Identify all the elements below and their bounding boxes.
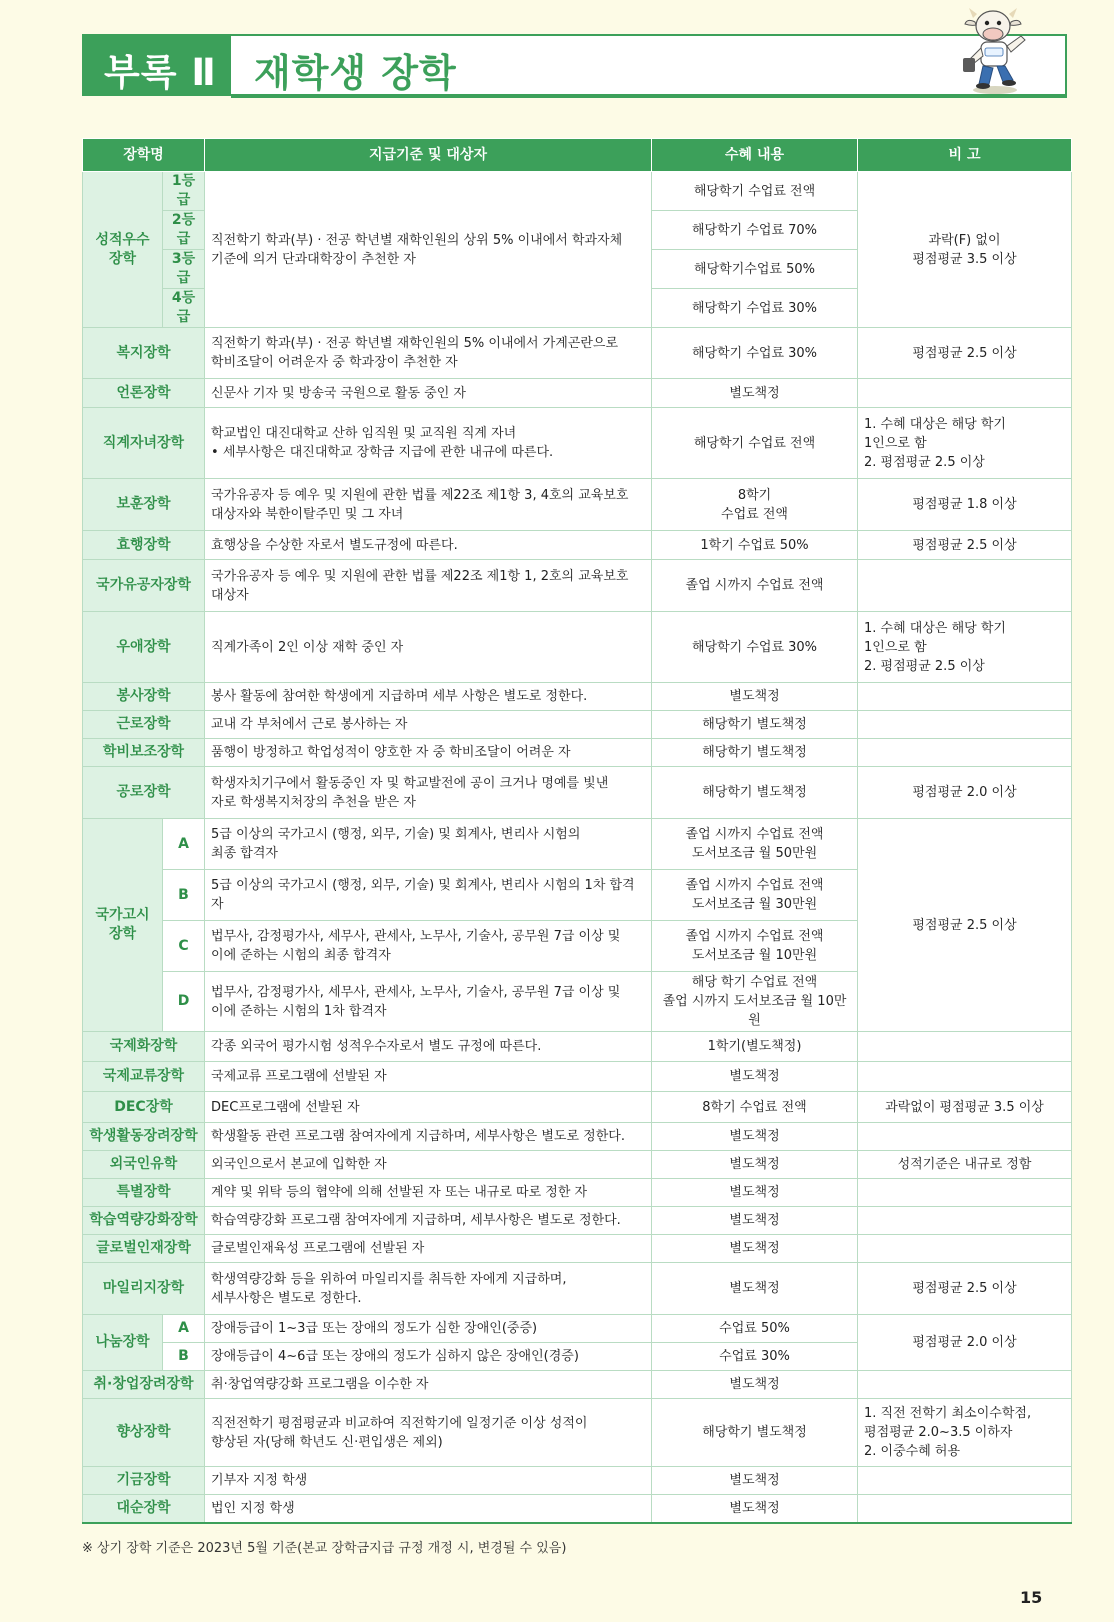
table-row [83, 1123, 1072, 1151]
note-cell [858, 1495, 1072, 1523]
benefit-cell: 해당학기 수업료 30% [652, 289, 858, 328]
benefit-cell: 별도책정 [652, 379, 858, 408]
scholarship-name: 국가고시장학 [83, 819, 163, 1032]
scholarship-name: 봉사장학 [83, 683, 205, 711]
criteria-cell: 국제교류 프로그램에 선발된 자 [205, 1062, 652, 1092]
benefit-cell: 해당학기 별도책정 [652, 739, 858, 767]
table-row [83, 560, 1072, 612]
criteria-cell: 국가유공자 등 예우 및 지원에 관한 법률 제22조 제1항 1, 2호의 교육보호 대상자 [205, 560, 652, 612]
grade-label: 4등급 [163, 289, 205, 328]
note-cell [858, 739, 1072, 767]
scholarship-name: 언론장학 [83, 379, 205, 408]
table-row [83, 767, 1072, 819]
col-header-benefit: 수혜 내용 [652, 139, 858, 172]
table-row [83, 1371, 1072, 1399]
scholarship-name: 우애장학 [83, 612, 205, 683]
scholarship-name: 효행장학 [83, 531, 205, 560]
criteria-cell: 교내 각 부처에서 근로 봉사하는 자 [205, 711, 652, 739]
table-row [83, 1235, 1072, 1263]
criteria-cell: 5급 이상의 국가고시 (행정, 외무, 기술) 및 회계사, 변리사 시험의 1차 합격자 [205, 870, 652, 921]
benefit-cell: 8학기 수업료 전액 [652, 1092, 858, 1123]
benefit-cell: 졸업 시까지 수업료 전액 도서보조금 월 30만원 [652, 870, 858, 921]
criteria-cell: 봉사 활동에 참여한 학생에게 지급하며 세부 사항은 별도로 정한다. [205, 683, 652, 711]
benefit-cell: 해당학기 별도책정 [652, 1399, 858, 1467]
scholarship-name: 국가유공자장학 [83, 560, 205, 612]
col-header-name: 장학명 [83, 139, 205, 172]
note-cell [858, 711, 1072, 739]
criteria-cell: 각종 외국어 평가시험 성적우수자로서 별도 규정에 따른다. [205, 1032, 652, 1062]
sub-category: D [163, 972, 205, 1032]
criteria-cell: DEC프로그램에 선발된 자 [205, 1092, 652, 1123]
benefit-cell: 8학기 수업료 전액 [652, 479, 858, 531]
note-cell [858, 560, 1072, 612]
title-box [229, 34, 1067, 96]
note-cell [858, 1467, 1072, 1495]
benefit-cell: 별도책정 [652, 1235, 858, 1263]
criteria-cell: 장애등급이 4~6급 또는 장애의 정도가 심하지 않은 장애인(경증) [205, 1343, 652, 1371]
table-header-row [83, 139, 1072, 172]
scholarship-name: 국제교류장학 [83, 1062, 205, 1092]
note-cell: 평점평균 2.5 이상 [858, 531, 1072, 560]
page-number: 15 [1020, 1588, 1043, 1607]
note-cell [858, 1062, 1072, 1092]
benefit-cell: 별도책정 [652, 1495, 858, 1523]
note-cell: 1. 직전 전학기 최소이수학점, 평점평균 2.0~3.5 이하자 2. 이중수혜 허용 [858, 1399, 1072, 1467]
note-cell [858, 1032, 1072, 1062]
footnote: ※ 상기 장학 기준은 2023년 5월 기준(본교 장학금지급 규정 개정 시, 변경될 수 있음) [82, 1541, 567, 1556]
scholarship-name: 글로벌인재장학 [83, 1235, 205, 1263]
table-row [83, 1207, 1072, 1235]
table-row [83, 479, 1072, 531]
benefit-cell: 졸업 시까지 수업료 전액 도서보조금 월 50만원 [652, 819, 858, 870]
scholarship-name: 근로장학 [83, 711, 205, 739]
criteria-cell: 장애등급이 1~3급 또는 장애의 정도가 심한 장애인(중증) [205, 1315, 652, 1343]
criteria-cell: 계약 및 위탁 등의 협약에 의해 선발된 자 또는 내규로 따로 정한 자 [205, 1179, 652, 1207]
table-row [83, 1092, 1072, 1123]
criteria-cell: 효행상을 수상한 자로서 별도규정에 따른다. [205, 531, 652, 560]
table-row [83, 531, 1072, 560]
table-row [83, 408, 1072, 479]
criteria-cell: 법무사, 감정평가사, 세무사, 관세사, 노무사, 기술사, 공무원 7급 이상 및 이에 준하는 시험의 1차 합격자 [205, 972, 652, 1032]
sub-category: B [163, 870, 205, 921]
criteria-cell: 직계가족이 2인 이상 재학 중인 자 [205, 612, 652, 683]
table-row [83, 1495, 1072, 1523]
scholarship-name: 마일리지장학 [83, 1263, 205, 1315]
table-row [83, 379, 1072, 408]
note-cell: 평점평균 1.8 이상 [858, 479, 1072, 531]
benefit-cell: 수업료 50% [652, 1315, 858, 1343]
criteria-cell: 학생역량강화 등을 위하여 마일리지를 취득한 자에게 지급하며, 세부사항은 별도로 정한다. [205, 1263, 652, 1315]
criteria-cell: 품행이 방정하고 학업성적이 양호한 자 중 학비조달이 어려운 자 [205, 739, 652, 767]
table-row [83, 1399, 1072, 1467]
scholarship-name: DEC장학 [83, 1092, 205, 1123]
note-cell [858, 1123, 1072, 1151]
benefit-cell: 해당학기 수업료 30% [652, 612, 858, 683]
table-row [83, 1315, 1072, 1343]
benefit-cell: 해당학기 수업료 전액 [652, 408, 858, 479]
note-cell [858, 1371, 1072, 1399]
scholarship-name: 직계자녀장학 [83, 408, 205, 479]
criteria-cell: 법인 지정 학생 [205, 1495, 652, 1523]
scholarship-name: 학비보조장학 [83, 739, 205, 767]
criteria-cell: 직전학기 학과(부) · 전공 학년별 재학인원의 상위 5% 이내에서 학과자체 기준에 의거 단과대학장이 추천한 자 [205, 172, 652, 328]
benefit-cell: 1학기 수업료 50% [652, 531, 858, 560]
criteria-cell: 학생활동 관련 프로그램 참여자에게 지급하며, 세부사항은 별도로 정한다. [205, 1123, 652, 1151]
scholarship-name: 보훈장학 [83, 479, 205, 531]
appendix-badge [82, 34, 229, 96]
table-row [83, 1467, 1072, 1495]
scholarship-name: 학습역량강화장학 [83, 1207, 205, 1235]
note-cell [858, 1207, 1072, 1235]
benefit-cell: 별도책정 [652, 1207, 858, 1235]
note-cell [858, 683, 1072, 711]
benefit-cell: 해당학기 수업료 전액 [652, 172, 858, 211]
benefit-cell: 별도책정 [652, 1062, 858, 1092]
page-title: 재학생 장학 [254, 51, 457, 95]
benefit-cell: 별도책정 [652, 1263, 858, 1315]
table-row [83, 1062, 1072, 1092]
note-cell [858, 1235, 1072, 1263]
note-cell [858, 379, 1072, 408]
col-header-note: 비 고 [858, 139, 1072, 172]
benefit-cell: 별도책정 [652, 1123, 858, 1151]
table-row [83, 1032, 1072, 1062]
criteria-cell: 직전학기 학과(부) · 전공 학년별 재학인원의 5% 이내에서 가계곤란으로 학비조달이 어려운자 중 학과장이 추천한 자 [205, 328, 652, 379]
note-cell: 성적기준은 내규로 정함 [858, 1151, 1072, 1179]
note-cell: 평점평균 2.5 이상 [858, 328, 1072, 379]
benefit-cell: 졸업 시까지 수업료 전액 [652, 560, 858, 612]
scholarship-name: 나눔장학 [83, 1315, 163, 1371]
page-header [82, 34, 1067, 96]
table-row [83, 172, 1072, 211]
scholarship-name: 성적우수 장학 [83, 172, 163, 328]
criteria-cell: 학교법인 대진대학교 산하 임직원 및 교직원 직계 자녀 • 세부사항은 대진대학교 장학금 지급에 관한 내규에 따른다. [205, 408, 652, 479]
criteria-cell: 글로벌인재육성 프로그램에 선발된 자 [205, 1235, 652, 1263]
table-row [83, 1179, 1072, 1207]
benefit-cell: 해당 학기 수업료 전액 졸업 시까지 도서보조금 월 10만원 [652, 972, 858, 1032]
scholarship-name: 복지장학 [83, 328, 205, 379]
scholarship-name: 공로장학 [83, 767, 205, 819]
grade-label: 1등급 [163, 172, 205, 211]
sub-category: C [163, 921, 205, 972]
note-cell: 평점평균 2.5 이상 [858, 1263, 1072, 1315]
criteria-cell: 국가유공자 등 예우 및 지원에 관한 법률 제22조 제1항 3, 4호의 교육보호 대상자와 북한이탈주민 및 그 자녀 [205, 479, 652, 531]
note-cell: 1. 수혜 대상은 해당 학기 1인으로 함 2. 평점평균 2.5 이상 [858, 612, 1072, 683]
table-row [83, 612, 1072, 683]
benefit-cell: 별도책정 [652, 1467, 858, 1495]
benefit-cell: 수업료 30% [652, 1343, 858, 1371]
criteria-cell: 직전전학기 평점평균과 비교하여 직전학기에 일정기준 이상 성적이 향상된 자(당해 학년도 신·편입생은 제외) [205, 1399, 652, 1467]
note-cell [858, 1179, 1072, 1207]
benefit-cell: 해당학기 별도책정 [652, 711, 858, 739]
scholarship-name: 특별장학 [83, 1179, 205, 1207]
cow-mascot-icon [955, 4, 1035, 96]
grade-label: 3등급 [163, 250, 205, 289]
scholarship-name: 외국인유학 [83, 1151, 205, 1179]
note-cell: 과락없이 평점평균 3.5 이상 [858, 1092, 1072, 1123]
scholarship-name: 향상장학 [83, 1399, 205, 1467]
table-row [83, 739, 1072, 767]
benefit-cell: 해당학기 수업료 30% [652, 328, 858, 379]
grade-label: 2등급 [163, 211, 205, 250]
sub-category: B [163, 1343, 205, 1371]
criteria-cell: 취·창업역량강화 프로그램을 이수한 자 [205, 1371, 652, 1399]
sub-category: A [163, 819, 205, 870]
scholarship-table [82, 138, 1072, 1524]
appendix-label: 부록 Ⅱ [104, 51, 217, 94]
table-row [83, 328, 1072, 379]
benefit-cell: 1학기(별도책정) [652, 1032, 858, 1062]
benefit-cell: 별도책정 [652, 1371, 858, 1399]
table-row [83, 1151, 1072, 1179]
table-row [83, 711, 1072, 739]
note-cell: 평점평균 2.0 이상 [858, 1315, 1072, 1371]
note-cell: 평점평균 2.0 이상 [858, 767, 1072, 819]
note-cell: 과락(F) 없이 평점평균 3.5 이상 [858, 172, 1072, 328]
criteria-cell: 신문사 기자 및 방송국 국원으로 활동 중인 자 [205, 379, 652, 408]
note-cell: 1. 수혜 대상은 해당 학기 1인으로 함 2. 평점평균 2.5 이상 [858, 408, 1072, 479]
criteria-cell: 5급 이상의 국가고시 (행정, 외무, 기술) 및 회계사, 변리사 시험의 최종 합격자 [205, 819, 652, 870]
table-row [83, 683, 1072, 711]
table-row [83, 1263, 1072, 1315]
col-header-criteria: 지급기준 및 대상자 [205, 139, 652, 172]
note-cell: 평점평균 2.5 이상 [858, 819, 1072, 1032]
scholarship-name: 취·창업장려장학 [83, 1371, 205, 1399]
benefit-cell: 별도책정 [652, 1151, 858, 1179]
sub-category: A [163, 1315, 205, 1343]
scholarship-name: 학생활동장려장학 [83, 1123, 205, 1151]
benefit-cell: 해당학기 수업료 70% [652, 211, 858, 250]
benefit-cell: 해당학기 별도책정 [652, 767, 858, 819]
benefit-cell: 해당학기수업료 50% [652, 250, 858, 289]
criteria-cell: 학습역량강화 프로그램 참여자에게 지급하며, 세부사항은 별도로 정한다. [205, 1207, 652, 1235]
benefit-cell: 졸업 시까지 수업료 전액 도서보조금 월 10만원 [652, 921, 858, 972]
table-row [83, 819, 1072, 870]
scholarship-name: 기금장학 [83, 1467, 205, 1495]
scholarship-name: 국제화장학 [83, 1032, 205, 1062]
benefit-cell: 별도책정 [652, 683, 858, 711]
criteria-cell: 학생자치기구에서 활동중인 자 및 학교발전에 공이 크거나 명예를 빛낸 자로 학생복지처장의 추천을 받은 자 [205, 767, 652, 819]
criteria-cell: 기부자 지정 학생 [205, 1467, 652, 1495]
scholarship-name: 대순장학 [83, 1495, 205, 1523]
benefit-cell: 별도책정 [652, 1179, 858, 1207]
criteria-cell: 외국인으로서 본교에 입학한 자 [205, 1151, 652, 1179]
criteria-cell: 법무사, 감정평가사, 세무사, 관세사, 노무사, 기술사, 공무원 7급 이상 및 이에 준하는 시험의 최종 합격자 [205, 921, 652, 972]
